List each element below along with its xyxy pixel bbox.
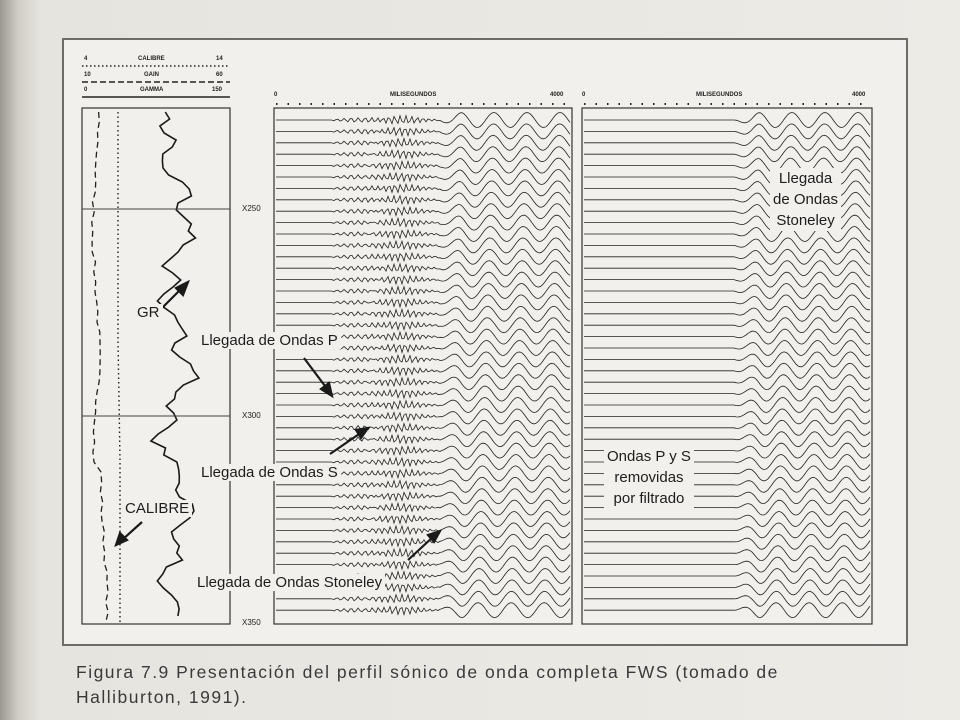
raw-waveform-trace	[276, 284, 570, 299]
annotation-s-arrival: Llegada de Ondas S	[198, 464, 341, 481]
gamma-max: 150	[212, 87, 223, 93]
raw-waveform-trace	[276, 512, 570, 527]
filtered-waveform-trace	[584, 409, 870, 424]
filtered-waveform-trace	[584, 249, 870, 264]
calibre-max: 14	[216, 56, 223, 62]
gamma-label: GAMMA	[140, 87, 164, 93]
caliper-curve	[118, 112, 120, 622]
gain-min: 10	[84, 72, 91, 78]
raw-waveform-trace	[276, 432, 570, 447]
raw-waveform-trace	[276, 295, 570, 310]
annotation-filtered	[604, 446, 694, 509]
stoneley-right-line-2: de Ondas	[773, 191, 839, 208]
filtered-waveform-trace	[584, 238, 870, 253]
raw-waveform-trace	[276, 523, 570, 538]
calibre-arrowhead	[116, 533, 127, 545]
gain-curve	[92, 112, 108, 622]
annotation-p-arrival: Llegada de Ondas P	[198, 332, 341, 349]
raw-waveform-trace	[276, 158, 570, 173]
annotation-calibre: CALIBRE	[122, 500, 192, 517]
filtered-waveform-trace	[584, 523, 870, 538]
log-plot	[64, 40, 906, 644]
raw-waveform-trace	[276, 546, 570, 561]
time-axis-2-label: MILISEGUNDOS	[696, 92, 743, 98]
raw-waveform-trace	[276, 603, 570, 618]
filtered-waveform-trace	[584, 512, 870, 527]
time-axis-1-start: 0	[274, 92, 278, 98]
filtered-line-1: Ondas P y S	[607, 448, 691, 465]
depth-label-x300: X300	[242, 411, 261, 420]
gain-label: GAIN	[144, 72, 159, 78]
filtered-waveform-trace	[584, 329, 870, 344]
filtered-waveform-trace	[584, 272, 870, 287]
stoneley-right-line-1: Llegada	[778, 170, 833, 187]
filtered-waveform-trace	[584, 363, 870, 378]
raw-waveform-trace	[276, 352, 570, 367]
figure-caption	[76, 660, 904, 710]
raw-waveform-trace	[276, 306, 570, 321]
filtered-waveform-trace	[584, 603, 870, 618]
raw-waveform-trace	[276, 363, 570, 378]
raw-waveform-trace	[276, 500, 570, 515]
time-axis-1-end: 4000	[550, 92, 564, 98]
raw-waveform-trace	[276, 181, 570, 196]
caption-line-1: Figura 7.9 Presentación del perfil sónico de onda completa FWS (tomado de	[76, 662, 779, 682]
s-arrowhead	[356, 428, 368, 438]
raw-waveform-trace	[276, 318, 570, 333]
raw-waveform-trace	[276, 261, 570, 276]
filtered-waveform-trace	[584, 580, 870, 595]
filtered-waveform-trace	[584, 352, 870, 367]
raw-waveform-trace	[276, 124, 570, 139]
raw-waveform-trace	[276, 409, 570, 424]
raw-waveform-trace	[276, 135, 570, 150]
raw-waveform-trace	[276, 489, 570, 504]
raw-waveform-trace	[276, 420, 570, 435]
filtered-waveform-trace	[584, 386, 870, 401]
depth-label-x250: X250	[242, 204, 261, 213]
time-axis-2-start: 0	[582, 92, 586, 98]
filtered-waveform-trace	[584, 420, 870, 435]
p-arrowhead	[321, 383, 332, 396]
stoneley-right-line-3: Stoneley	[776, 212, 835, 229]
filtered-line-2: removidas	[614, 469, 684, 486]
gamma-min: 0	[84, 87, 88, 93]
calibre-min: 4	[84, 56, 88, 62]
raw-waveform-trace	[276, 204, 570, 219]
filtered-waveform-trace	[584, 432, 870, 447]
filtered-waveform-trace	[584, 341, 870, 356]
time-axis-2-end: 4000	[852, 92, 866, 98]
annotation-gr: GR	[134, 304, 163, 321]
calibre-label: CALIBRE	[138, 56, 165, 62]
filtered-waveform-trace	[584, 398, 870, 413]
filtered-waveform-trace	[584, 591, 870, 606]
filtered-waveform-trace	[584, 546, 870, 561]
filtered-waveform-trace	[584, 306, 870, 321]
time-axis-1-label: MILISEGUNDOS	[390, 92, 437, 98]
filtered-waveform-trace	[584, 295, 870, 310]
filtered-waveform-trace	[584, 375, 870, 390]
filtered-waveform-trace	[584, 261, 870, 276]
caption-line-2: Halliburton, 1991).	[76, 687, 248, 707]
raw-waveform-trace	[276, 272, 570, 287]
raw-waveform-trace	[276, 170, 570, 185]
fws-log-figure	[62, 38, 908, 646]
filtered-waveform-trace	[584, 318, 870, 333]
raw-waveform-trace	[276, 113, 570, 128]
raw-waveform-trace	[276, 591, 570, 606]
depth-label-x350: X350	[242, 618, 261, 627]
raw-waveform-trace	[276, 398, 570, 413]
raw-waveform-trace	[276, 147, 570, 162]
annotation-stoneley-arrival: Llegada de Ondas Stoneley	[194, 574, 385, 591]
filtered-waveform-trace	[584, 569, 870, 584]
filtered-line-3: por filtrado	[613, 490, 685, 507]
gain-max: 60	[216, 72, 223, 78]
filtered-waveform-trace	[584, 534, 870, 549]
filtered-waveform-trace	[584, 284, 870, 299]
raw-waveform-trace	[276, 375, 570, 390]
raw-waveform-trace	[276, 192, 570, 207]
gamma-ray-curve	[151, 112, 199, 616]
raw-waveform-trace	[276, 443, 570, 458]
annotation-stoneley-right	[770, 168, 841, 231]
filtered-waveform-trace	[584, 557, 870, 572]
